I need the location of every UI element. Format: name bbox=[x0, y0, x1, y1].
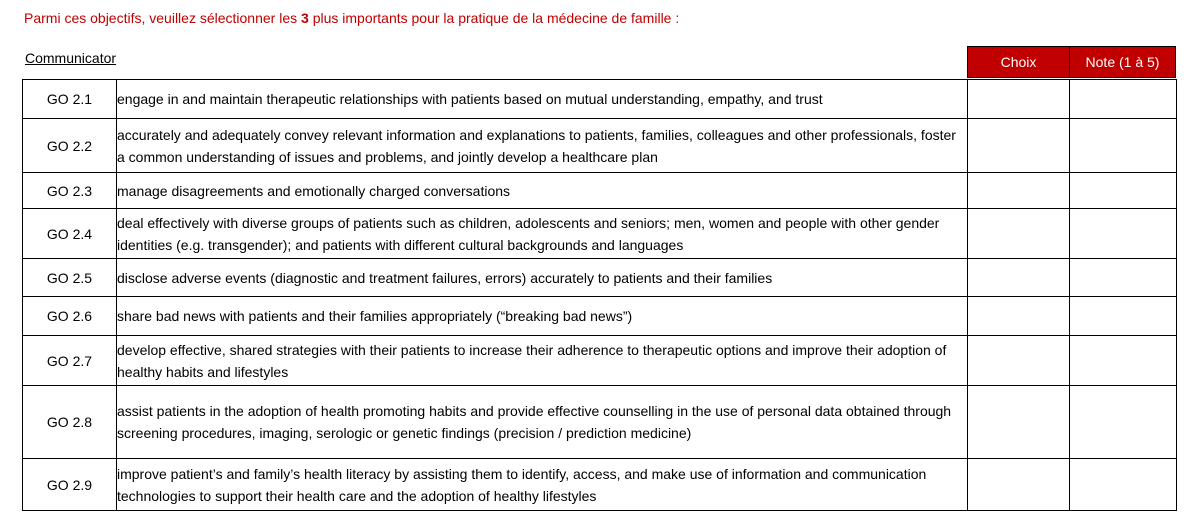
instruction-text bbox=[24, 10, 679, 26]
objective-row bbox=[23, 173, 1177, 209]
rating-cell[interactable] bbox=[1070, 173, 1177, 209]
choice-cell[interactable] bbox=[968, 297, 1070, 336]
choice-cell[interactable] bbox=[968, 386, 1070, 459]
objective-row bbox=[23, 80, 1177, 119]
objective-code: GO 2.4 bbox=[23, 209, 117, 259]
rating-cell[interactable] bbox=[1070, 386, 1177, 459]
rating-cell[interactable] bbox=[1070, 209, 1177, 259]
objective-description: accurately and adequately convey relevant information and explanations to patients, families, colleagues and other professionals, foster a common understanding of issues and problems, and jointly develop a healthcare plan bbox=[117, 119, 968, 173]
objective-description: develop effective, shared strategies with their patients to increase their adherence to therapeutic options and improve their adoption of healthy habits and lifestyles bbox=[117, 336, 968, 386]
objective-row bbox=[23, 386, 1177, 459]
rating-cell[interactable] bbox=[1070, 336, 1177, 386]
objective-description: engage in and maintain therapeutic relationships with patients based on mutual understanding, empathy, and trust bbox=[117, 80, 968, 119]
instruction-count: 3 bbox=[301, 10, 309, 26]
choice-cell[interactable] bbox=[968, 259, 1070, 297]
rating-column-header: Note (1 à 5) bbox=[1069, 46, 1176, 78]
objective-description: assist patients in the adoption of health promoting habits and provide effective counselling in the use of personal data obtained through screening procedures, imaging, serologic or genetic findings (precision / prediction medicine) bbox=[117, 386, 968, 459]
objective-row bbox=[23, 297, 1177, 336]
objective-code: GO 2.6 bbox=[23, 297, 117, 336]
rating-cell[interactable] bbox=[1070, 80, 1177, 119]
objective-row bbox=[23, 336, 1177, 386]
objective-code: GO 2.8 bbox=[23, 386, 117, 459]
rating-cell[interactable] bbox=[1070, 459, 1177, 511]
instruction-after: plus importants pour la pratique de la médecine de famille : bbox=[308, 10, 680, 26]
objectives-table bbox=[22, 79, 1177, 511]
rating-cell[interactable] bbox=[1070, 259, 1177, 297]
objective-code: GO 2.2 bbox=[23, 119, 117, 173]
rating-cell[interactable] bbox=[1070, 297, 1177, 336]
instruction-before: Parmi ces objectifs, veuillez sélectionner les bbox=[24, 10, 302, 26]
choice-column-header: Choix bbox=[967, 46, 1070, 78]
objective-row bbox=[23, 459, 1177, 511]
choice-cell[interactable] bbox=[968, 336, 1070, 386]
objective-row bbox=[23, 209, 1177, 259]
section-title: Communicator bbox=[25, 50, 117, 66]
objective-code: GO 2.7 bbox=[23, 336, 117, 386]
choice-cell[interactable] bbox=[968, 209, 1070, 259]
objective-description: manage disagreements and emotionally charged conversations bbox=[117, 173, 968, 209]
objective-row bbox=[23, 259, 1177, 297]
objectives-table-body bbox=[23, 80, 1177, 511]
choice-cell[interactable] bbox=[968, 459, 1070, 511]
objective-description: improve patient’s and family’s health literacy by assisting them to identify, access, and make use of information and communication technologies to support their health care and the adoption of healthy lifestyles bbox=[117, 459, 968, 511]
objective-description: disclose adverse events (diagnostic and treatment failures, errors) accurately to patients and their families bbox=[117, 259, 968, 297]
choice-cell[interactable] bbox=[968, 80, 1070, 119]
objective-code: GO 2.5 bbox=[23, 259, 117, 297]
objective-code: GO 2.3 bbox=[23, 173, 117, 209]
choice-cell[interactable] bbox=[968, 173, 1070, 209]
objective-description: deal effectively with diverse groups of patients such as children, adolescents and seniors; men, women and people with other gender identities (e.g. transgender); and patients with different cultural backgrounds and languages bbox=[117, 209, 968, 259]
objective-row bbox=[23, 119, 1177, 173]
objective-description: share bad news with patients and their families appropriately (“breaking bad news”) bbox=[117, 297, 968, 336]
objective-code: GO 2.9 bbox=[23, 459, 117, 511]
objective-code: GO 2.1 bbox=[23, 80, 117, 119]
choice-cell[interactable] bbox=[968, 119, 1070, 173]
rating-cell[interactable] bbox=[1070, 119, 1177, 173]
